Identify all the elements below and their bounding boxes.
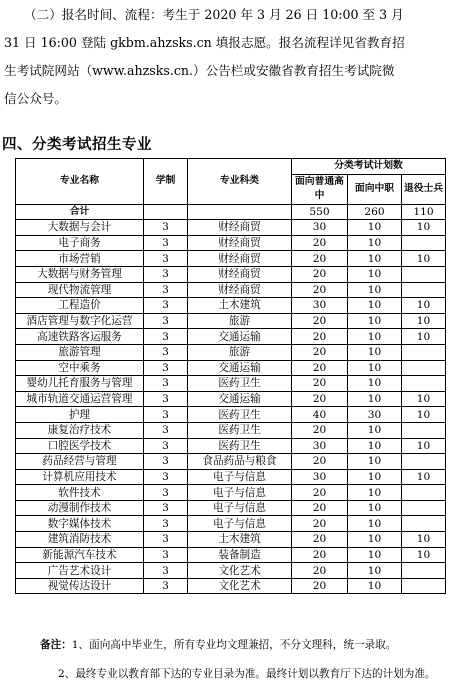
header-major: 专业名称 [16, 159, 144, 205]
note-1-text: 1、面向高中毕业生，所有专业均文理兼招，不分文理科，统一录取。 [71, 639, 397, 651]
years-cell: 3 [144, 563, 188, 579]
years-cell: 3 [144, 407, 188, 423]
veteran-cell: 10 [402, 547, 446, 563]
veteran-cell: 10 [402, 329, 446, 345]
major-cell: 婴幼儿托育服务与管理 [16, 376, 144, 392]
category-cell: 财经商贸 [188, 282, 292, 298]
years-cell: 3 [144, 422, 188, 438]
vocational-cell: 10 [348, 313, 402, 329]
veteran-cell [402, 360, 446, 376]
high-school-cell: 20 [292, 391, 348, 407]
table-row [16, 298, 446, 314]
major-cell: 酒店管理与数字化运营 [16, 313, 144, 329]
table-row [16, 282, 446, 298]
high-school-cell: 20 [292, 235, 348, 251]
years-cell: 3 [144, 532, 188, 548]
enrollment-plan-table [15, 158, 446, 594]
major-cell: 新能源汽车技术 [16, 547, 144, 563]
table-row [16, 220, 446, 236]
vocational-cell: 10 [348, 329, 402, 345]
category-cell: 旅游 [188, 313, 292, 329]
veteran-cell [402, 266, 446, 282]
table-row [16, 500, 446, 516]
table-row [16, 266, 446, 282]
vocational-cell: 10 [348, 485, 402, 501]
category-cell: 交通运输 [188, 329, 292, 345]
registration-paragraph [0, 1, 460, 113]
table-row [16, 407, 446, 423]
veteran-cell: 10 [402, 469, 446, 485]
total-veteran: 110 [402, 204, 446, 220]
years-cell: 3 [144, 298, 188, 314]
veteran-cell [402, 485, 446, 501]
vocational-cell: 10 [348, 469, 402, 485]
major-cell: 广告艺术设计 [16, 563, 144, 579]
category-cell: 土木建筑 [188, 532, 292, 548]
high-school-cell: 20 [292, 500, 348, 516]
total-row [16, 204, 446, 220]
vocational-cell: 10 [348, 500, 402, 516]
high-school-cell: 20 [292, 563, 348, 579]
major-cell: 旅游管理 [16, 344, 144, 360]
vocational-cell: 10 [348, 578, 402, 594]
high-school-cell: 20 [292, 251, 348, 267]
years-cell: 3 [144, 251, 188, 267]
table-row [16, 422, 446, 438]
major-cell: 计算机应用技术 [16, 469, 144, 485]
paragraph-line: 生考试院网站（www.ahzsks.cn.）公告栏或安徽省教育招生考试院微 [4, 63, 395, 78]
years-cell: 3 [144, 485, 188, 501]
high-school-cell: 20 [292, 578, 348, 594]
veteran-cell [402, 516, 446, 532]
veteran-cell [402, 376, 446, 392]
major-cell: 护理 [16, 407, 144, 423]
table-row [16, 454, 446, 470]
years-cell: 3 [144, 235, 188, 251]
category-cell: 财经商贸 [188, 235, 292, 251]
category-cell: 土木建筑 [188, 298, 292, 314]
veteran-cell [402, 500, 446, 516]
category-cell: 医药卫生 [188, 422, 292, 438]
vocational-cell: 10 [348, 376, 402, 392]
header-category: 专业科类 [188, 159, 292, 205]
high-school-cell: 20 [292, 547, 348, 563]
vocational-cell: 10 [348, 422, 402, 438]
high-school-cell: 20 [292, 282, 348, 298]
years-cell: 3 [144, 438, 188, 454]
table-row [16, 469, 446, 485]
major-cell: 工程造价 [16, 298, 144, 314]
high-school-cell: 20 [292, 422, 348, 438]
years-cell: 3 [144, 516, 188, 532]
major-cell: 软件技术 [16, 485, 144, 501]
veteran-cell: 10 [402, 220, 446, 236]
table-row [16, 547, 446, 563]
high-school-cell: 20 [292, 313, 348, 329]
header-vocational: 面向中职 [348, 174, 402, 204]
vocational-cell: 10 [348, 360, 402, 376]
major-cell: 视觉传达设计 [16, 578, 144, 594]
category-cell: 医药卫生 [188, 407, 292, 423]
major-cell: 口腔医学技术 [16, 438, 144, 454]
years-cell: 3 [144, 500, 188, 516]
vocational-cell: 10 [348, 282, 402, 298]
vocational-cell: 10 [348, 298, 402, 314]
total-years [144, 204, 188, 220]
category-cell: 电子与信息 [188, 469, 292, 485]
category-cell: 财经商贸 [188, 251, 292, 267]
major-cell: 城市轨道交通运营管理 [16, 391, 144, 407]
high-school-cell: 20 [292, 532, 348, 548]
vocational-cell: 10 [348, 344, 402, 360]
veteran-cell: 10 [402, 251, 446, 267]
high-school-cell: 20 [292, 329, 348, 345]
category-cell: 财经商贸 [188, 220, 292, 236]
veteran-cell [402, 454, 446, 470]
table-row [16, 578, 446, 594]
table-row [16, 516, 446, 532]
table-row [16, 329, 446, 345]
category-cell: 电子与信息 [188, 516, 292, 532]
major-cell: 空中乘务 [16, 360, 144, 376]
paragraph-line: 31 日 16:00 登陆 gkbm.ahzsks.cn 填报志愿。报名流程详见省教育招 [4, 35, 405, 50]
table-row [16, 344, 446, 360]
category-cell: 文化艺术 [188, 578, 292, 594]
high-school-cell: 30 [292, 220, 348, 236]
vocational-cell: 10 [348, 391, 402, 407]
section-title: 四、分类考试招生专业 [2, 137, 152, 153]
table-row [16, 391, 446, 407]
major-cell: 药品经营与管理 [16, 454, 144, 470]
table-row [16, 235, 446, 251]
table-row [16, 438, 446, 454]
vocational-cell: 10 [348, 563, 402, 579]
table-row [16, 376, 446, 392]
years-cell: 3 [144, 360, 188, 376]
category-cell: 装备制造 [188, 547, 292, 563]
high-school-cell: 20 [292, 360, 348, 376]
veteran-cell [402, 282, 446, 298]
years-cell: 3 [144, 454, 188, 470]
years-cell: 3 [144, 469, 188, 485]
category-cell: 交通运输 [188, 391, 292, 407]
years-cell: 3 [144, 266, 188, 282]
total-vocational: 260 [348, 204, 402, 220]
vocational-cell: 10 [348, 547, 402, 563]
category-cell: 文化艺术 [188, 563, 292, 579]
vocational-cell: 10 [348, 532, 402, 548]
veteran-cell [402, 578, 446, 594]
years-cell: 3 [144, 313, 188, 329]
vocational-cell: 10 [348, 438, 402, 454]
veteran-cell: 10 [402, 407, 446, 423]
years-cell: 3 [144, 282, 188, 298]
veteran-cell: 10 [402, 532, 446, 548]
years-cell: 3 [144, 578, 188, 594]
veteran-cell [402, 344, 446, 360]
category-cell: 医药卫生 [188, 376, 292, 392]
category-cell: 电子与信息 [188, 485, 292, 501]
note-2: 2、最终专业以教育部下达的专业目录为准。最终计划以教育厅下达的计划为准。 [58, 668, 436, 680]
category-cell: 电子与信息 [188, 500, 292, 516]
total-label: 合计 [16, 204, 144, 220]
header-years: 学制 [144, 159, 188, 205]
header-high-school: 面向普通高中 [292, 174, 348, 204]
table-row [16, 485, 446, 501]
vocational-cell: 10 [348, 251, 402, 267]
years-cell: 3 [144, 376, 188, 392]
notes-label: 备注： [40, 639, 72, 651]
category-cell: 食品药品与粮食 [188, 454, 292, 470]
vocational-cell: 10 [348, 516, 402, 532]
total-high-school: 550 [292, 204, 348, 220]
table-row [16, 251, 446, 267]
veteran-cell: 10 [402, 391, 446, 407]
header-plan-group: 分类考试计划数 [292, 159, 446, 175]
total-category [188, 204, 292, 220]
high-school-cell: 20 [292, 516, 348, 532]
category-cell: 财经商贸 [188, 266, 292, 282]
vocational-cell: 10 [348, 220, 402, 236]
veteran-cell: 10 [402, 313, 446, 329]
veteran-cell: 10 [402, 298, 446, 314]
high-school-cell: 20 [292, 266, 348, 282]
category-cell: 交通运输 [188, 360, 292, 376]
high-school-cell: 40 [292, 407, 348, 423]
veteran-cell: 10 [402, 438, 446, 454]
major-cell: 建筑消防技术 [16, 532, 144, 548]
high-school-cell: 30 [292, 438, 348, 454]
header-veteran: 退役士兵 [402, 174, 446, 204]
high-school-cell: 20 [292, 344, 348, 360]
paragraph-line: （二）报名时间、流程：考生于 2020 年 3 月 26 日 10:00 至 3 月 [24, 7, 404, 22]
vocational-cell: 30 [348, 407, 402, 423]
veteran-cell [402, 422, 446, 438]
major-cell: 高速铁路客运服务 [16, 329, 144, 345]
table-row [16, 360, 446, 376]
major-cell: 大数据与会计 [16, 220, 144, 236]
table-row [16, 563, 446, 579]
major-cell: 动漫制作技术 [16, 500, 144, 516]
major-cell: 康复治疗技术 [16, 422, 144, 438]
major-cell: 数字媒体技术 [16, 516, 144, 532]
major-cell: 市场营销 [16, 251, 144, 267]
vocational-cell: 10 [348, 266, 402, 282]
high-school-cell: 20 [292, 485, 348, 501]
vocational-cell: 10 [348, 235, 402, 251]
major-cell: 现代物流管理 [16, 282, 144, 298]
years-cell: 3 [144, 344, 188, 360]
category-cell: 旅游 [188, 344, 292, 360]
major-cell: 大数据与财务管理 [16, 266, 144, 282]
major-cell: 电子商务 [16, 235, 144, 251]
high-school-cell: 30 [292, 298, 348, 314]
table-row [16, 313, 446, 329]
high-school-cell: 30 [292, 469, 348, 485]
paragraph-line: 信公众号。 [4, 91, 67, 106]
years-cell: 3 [144, 391, 188, 407]
category-cell: 医药卫生 [188, 438, 292, 454]
high-school-cell: 20 [292, 376, 348, 392]
years-cell: 3 [144, 220, 188, 236]
high-school-cell: 20 [292, 454, 348, 470]
veteran-cell [402, 235, 446, 251]
note-1 [40, 637, 460, 652]
vocational-cell: 10 [348, 454, 402, 470]
veteran-cell [402, 563, 446, 579]
table-row [16, 532, 446, 548]
years-cell: 3 [144, 329, 188, 345]
years-cell: 3 [144, 547, 188, 563]
